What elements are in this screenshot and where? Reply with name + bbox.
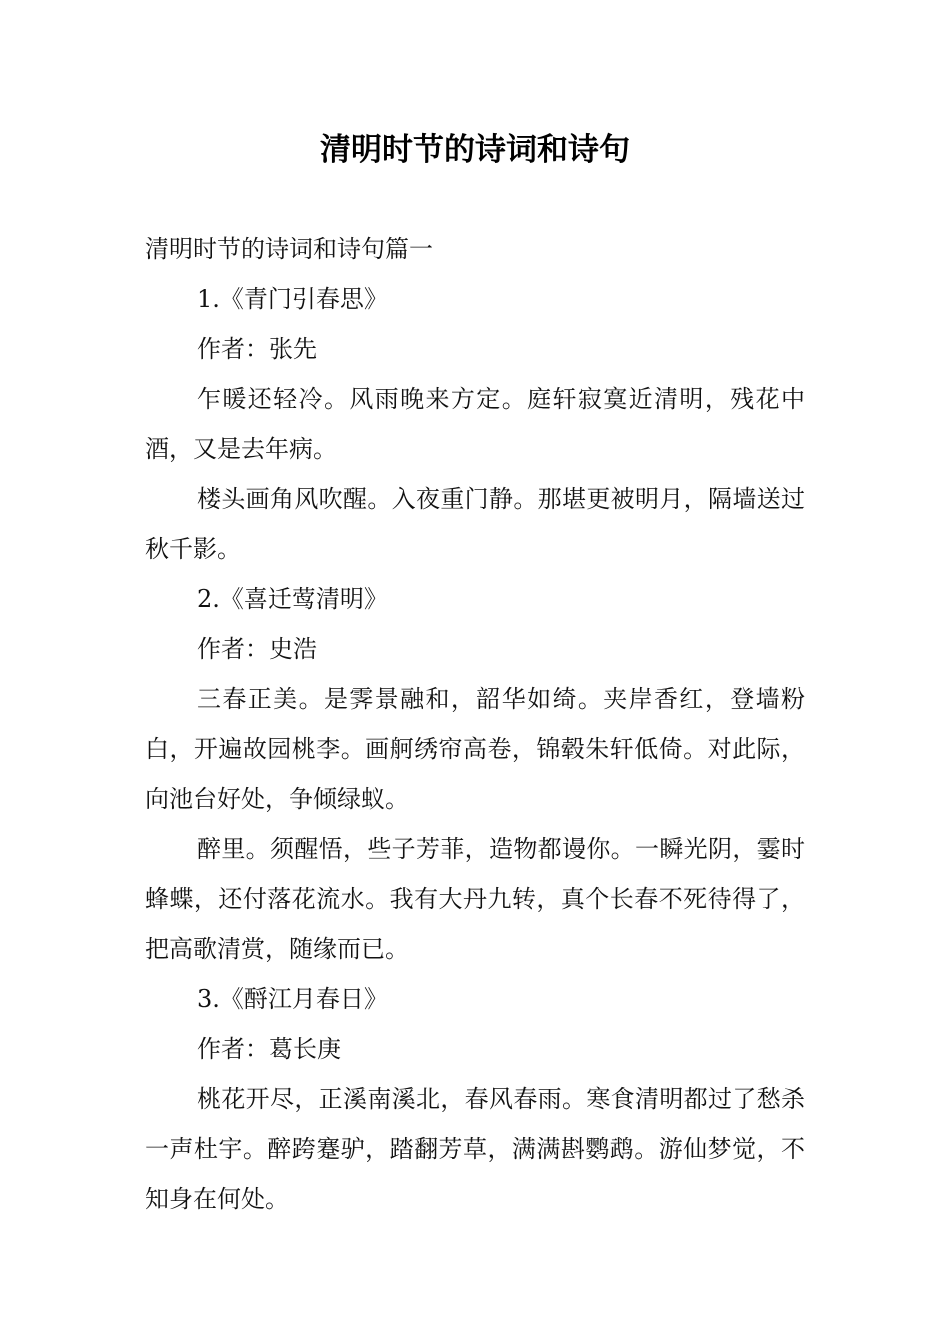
poem-stanza: 乍暖还轻冷。风雨晚来方定。庭轩寂寞近清明，残花中酒，又是去年病。: [145, 385, 805, 463]
poem-heading: 1.《青门引春思》: [197, 285, 388, 313]
poem-author: 作者：葛长庚: [197, 1035, 341, 1063]
poem-stanza: 三春正美。是霁景融和，韶华如绮。夹岸香红，登墙粉白，开遍故园桃李。画舸绣帘高卷，锦毂朱轩低倚。对此际，向池台好处，争倾绿蚁。: [145, 685, 805, 813]
document-title: 清明时节的诗词和诗句: [320, 132, 630, 168]
document-body: [145, 224, 805, 1224]
poem-heading: 2.《喜迁莺清明》: [197, 585, 388, 613]
poem-stanza: 醉里。须醒悟，些子芳菲，造物都谩你。一瞬光阴，霎时蜂蝶，还付落花流水。我有大丹九转，真个长春不死待得了，把高歌清赏，随缘而已。: [145, 835, 805, 963]
section-heading: 清明时节的诗词和诗句篇一: [145, 235, 433, 263]
poem-author: 作者：张先: [197, 335, 317, 363]
poem-stanza: 楼头画角风吹醒。入夜重门静。那堪更被明月，隔墙送过秋千影。: [145, 485, 805, 563]
poem-stanza: 桃花开尽，正溪南溪北，春风春雨。寒食清明都过了愁杀一声杜宇。醉跨蹇驴，踏翻芳草，满满斟鹦鹉。游仙梦觉，不知身在何处。: [145, 1085, 805, 1213]
poem-heading: 3.《酹江月春日》: [197, 985, 388, 1013]
poem-author: 作者：史浩: [197, 635, 317, 663]
